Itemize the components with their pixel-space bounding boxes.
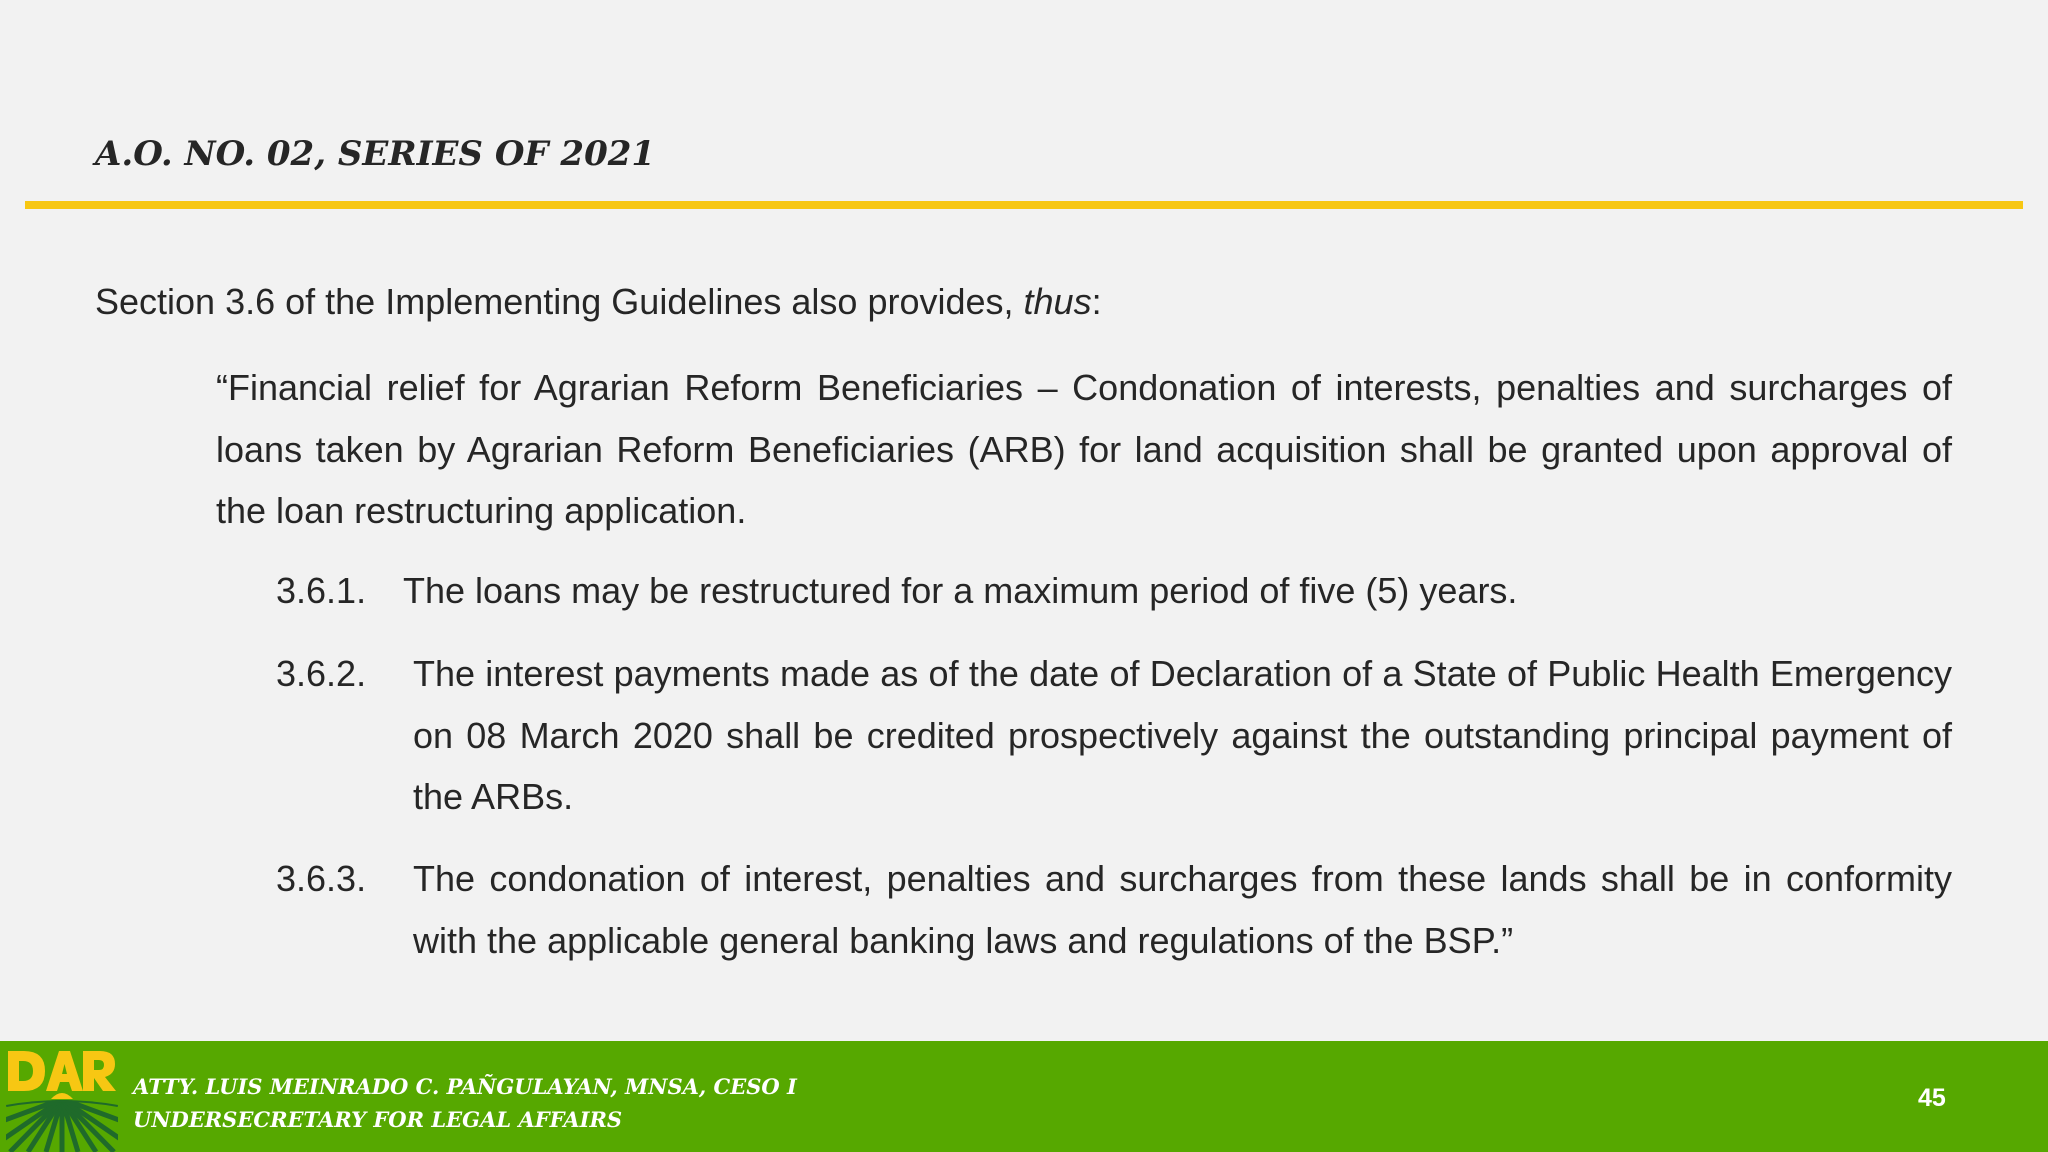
item-text: The loans may be restructured for a maximum period of five (5) years. [403,570,1518,611]
intro-text: Section 3.6 of the Implementing Guidelines also provides, [95,281,1024,322]
page-number: 45 [1918,1084,1946,1112]
item-number: 3.6.2. [276,653,367,694]
footer-bar [0,1041,2048,1152]
quoted-guideline: “Financial relief for Agrarian Reform Beneficiaries – Condonation of interests, penalties and surcharges of loans taken by Agrarian Reform Beneficiaries (ARB) for land acquisition shall be granted upon approval of the loan restructuring application. [216,367,1952,531]
dar-logo [6,1049,118,1152]
item-text: The interest payments made as of the date of Declaration of a State of Public Health Emergency on 08 March 2020 shall be credited prospectively against the outstanding principal payment of the ARBs. [413,653,1952,817]
intro-colon: : [1091,281,1102,322]
slide-title: A.O. NO. 02, SERIES OF 2021 [95,134,656,174]
item-number: 3.6.3. [276,858,367,899]
intro-paragraph [95,276,1955,328]
item-text: The condonation of interest, penalties and surcharges from these lands shall be in conformity with the applicable general banking laws and regulations of the BSP.” [413,858,1952,961]
intro-emphasis: thus [1023,281,1092,322]
footer-author: ATTY. LUIS MEINRADO C. PAÑGULAYAN, MNSA, CESO I [133,1074,797,1099]
item-number: 3.6.1. [276,570,367,611]
footer-role: UNDERSECRETARY FOR LEGAL AFFAIRS [133,1107,623,1132]
